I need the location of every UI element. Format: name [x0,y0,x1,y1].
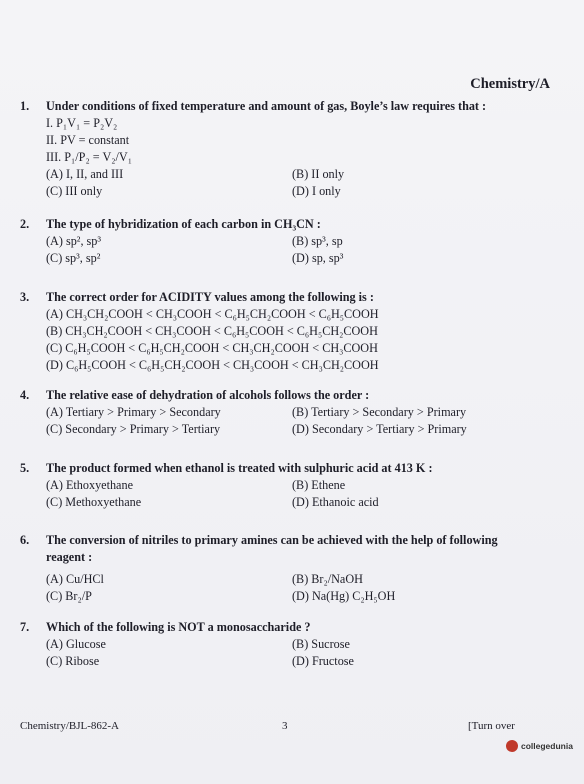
question-number: 3. [20,290,30,304]
options-row [46,233,560,250]
question-2 [20,216,560,267]
statement: II. PV = constant [46,133,130,147]
options-row [46,183,560,200]
question-3 [20,289,560,374]
question-stem: The product formed when ethanol is treated with sulphuric acid at 413 K : [46,461,433,475]
question-5 [20,460,560,511]
option-c: (C) III only [46,184,103,198]
question-6 [20,532,560,605]
option-b: (B) II only [292,167,345,181]
option-c: (C) Ribose [46,654,100,668]
question-stem: The relative ease of dehydration of alcohols follows the order : [46,388,370,402]
options-row [46,653,560,670]
question-number: 7. [20,620,30,634]
brand-logo-icon [506,740,518,752]
question-number: 2. [20,217,30,231]
option-b: (B) Sucrose [292,637,350,651]
option-b: (B) Tertiary > Secondary > Primary [292,405,467,419]
question-stem-continued: reagent : [46,550,93,564]
option-d: (D) Secondary > Tertiary > Primary [292,422,467,436]
question-number: 4. [20,388,30,402]
option-d: (D) Ethanoic acid [292,495,379,509]
option-c: (C) C₆H₅COOH < C₆H₅CH₂COOH < CH₃CH₂COOH < CH₃COOH [46,341,378,355]
option-a: (A) Glucose [46,637,106,651]
option-c: (C) Br₂/P [46,589,92,603]
option-a: (A) Cu/HCl [46,572,104,586]
option-c: (C) Methoxyethane [46,495,142,509]
brand-name: collegedunia [521,741,573,751]
option-c: (C) Secondary > Primary > Tertiary [46,422,221,436]
option-b: (B) CH₃CH₂COOH < CH₃COOH < C₆H₅COOH < C₆H₅CH₂COOH [46,324,378,338]
options-row [46,494,560,511]
option-a: (A) Tertiary > Primary > Secondary [46,405,221,419]
options-row [46,588,560,605]
options-row [46,636,560,653]
question-number: 6. [20,533,30,547]
turn-over-note: [Turn over [468,720,515,732]
option-a: (A) Ethoxyethane [46,478,133,492]
options-row [46,477,560,494]
option-d: (D) I only [292,184,341,198]
question-number: 5. [20,461,30,475]
options-row [46,421,560,438]
option-b: (B) Br₂/NaOH [292,572,363,586]
option-b: (B) sp³, sp [292,234,343,248]
option-a: (A) sp², sp³ [46,234,102,248]
question-stem: Which of the following is NOT a monosaccharide ? [46,620,311,634]
options-row [46,571,560,588]
option-d: (D) C₆H₅COOH < C₆H₅CH₂COOH < CH₃COOH < CH₃CH₂COOH [46,358,379,372]
question-4 [20,387,560,438]
option-d: (D) Na(Hg) C₂H₅OH [292,589,396,603]
option-a: (A) CH₃CH₂COOH < CH₃COOH < C₆H₅CH₂COOH < C₆H₅COOH [46,307,379,321]
statement: I. P₁V₁ = P₂V₂ [46,116,118,130]
brand-watermark [506,740,573,752]
option-d: (D) sp, sp³ [292,251,344,265]
option-d: (D) Fructose [292,654,354,668]
statement: III. P₁/P₂ = V₂/V₁ [46,150,132,164]
option-c: (C) sp³, sp² [46,251,101,265]
subject-heading: Chemistry/A [470,76,550,92]
question-7 [20,619,560,670]
options-row [46,166,560,183]
option-b: (B) Ethene [292,478,346,492]
page-number: 3 [282,720,288,732]
question-stem: The type of hybridization of each carbon in CH₃CN : [46,217,321,231]
question-stem: The correct order for ACIDITY values among the following is : [46,290,374,304]
option-a: (A) I, II, and III [46,167,124,181]
question-stem: Under conditions of fixed temperature and amount of gas, Boyle’s law requires that : [46,99,487,113]
question-number: 1. [20,99,30,113]
paper-code: Chemistry/BJL-862-A [20,720,119,732]
options-row [46,404,560,421]
options-row [46,250,560,267]
question-stem: The conversion of nitriles to primary amines can be achieved with the help of following [46,533,498,547]
question-1 [20,98,560,200]
